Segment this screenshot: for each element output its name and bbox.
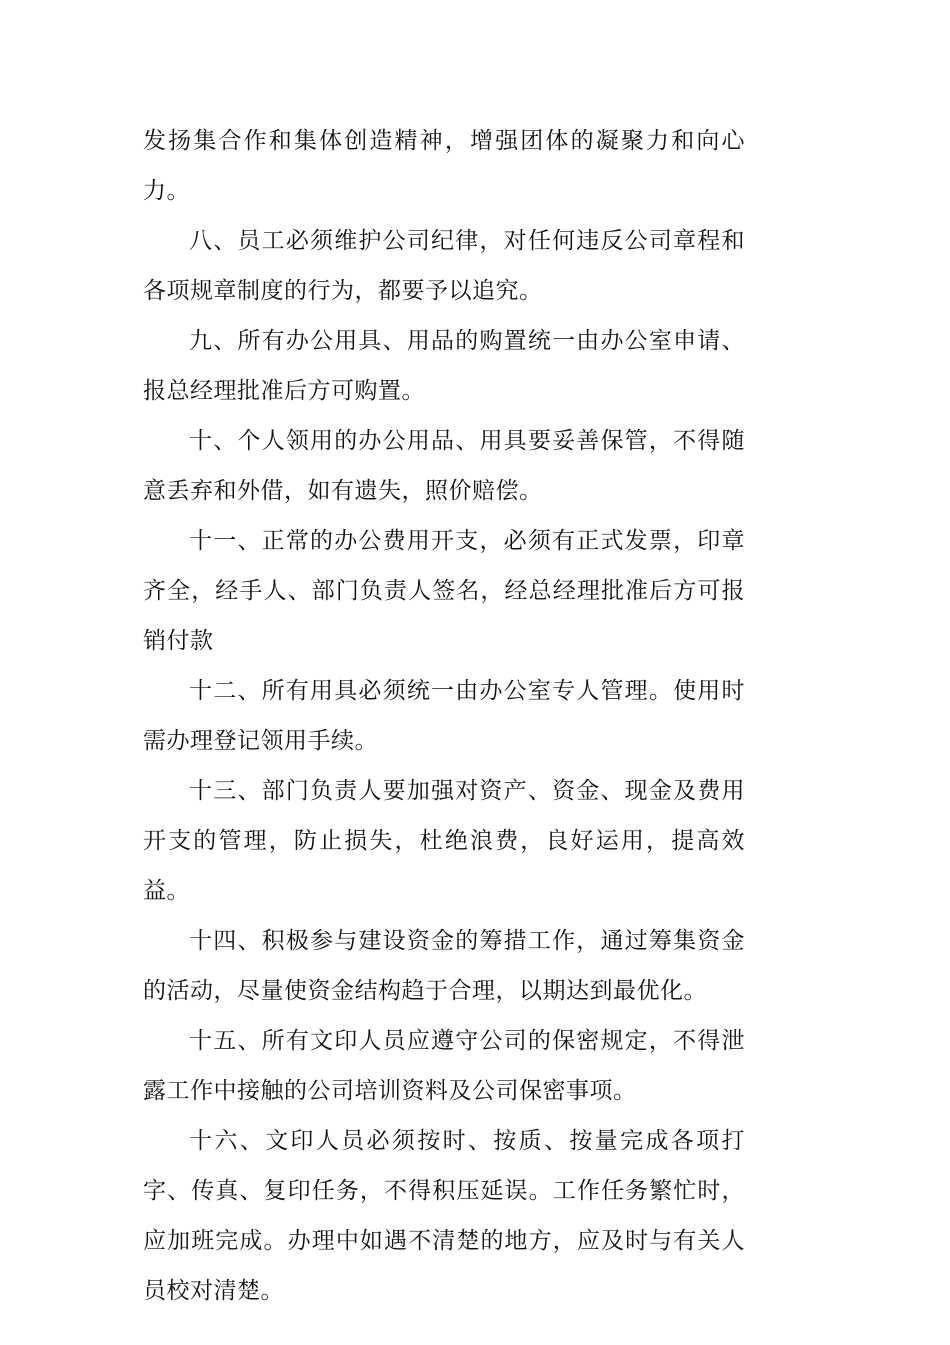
- paragraph-article-15: 十五、所有文印人员应遵守公司的保密规定，不得泄露工作中接触的公司培训资料及公司保密事项。: [143, 1028, 745, 1104]
- document-body: [143, 116, 745, 1316]
- paragraph-article-9: 九、所有办公用具、用品的购置统一由办公室申请、报总经理批准后方可购置。: [143, 328, 745, 404]
- paragraph-article-14: 十四、积极参与建设资金的筹措工作，通过筹集资金的活动，尽量使资金结构趋于合理，以期达到最优化。: [143, 928, 745, 1004]
- paragraph-continuation: 发扬集合作和集体创造精神，增强团体的凝聚力和向心力。: [143, 128, 745, 204]
- paragraph-article-8: 八、员工必须维护公司纪律，对任何违反公司章程和各项规章制度的行为，都要予以追究。: [143, 228, 745, 304]
- paragraph-article-12: 十二、所有用具必须统一由办公室专人管理。使用时需办理登记领用手续。: [143, 678, 745, 754]
- paragraph-article-16: 十六、文印人员必须按时、按质、按量完成各项打字、传真、复印任务，不得积压延误。工作任务繁忙时，应加班完成。办理中如遇不清楚的地方，应及时与有关人员校对清楚。: [143, 1128, 745, 1304]
- paragraph-article-10: 十、个人领用的办公用品、用具要妥善保管，不得随意丢弃和外借，如有遗失，照价赔偿。: [143, 428, 745, 504]
- paragraph-article-13: 十三、部门负责人要加强对资产、资金、现金及费用开支的管理，防止损失，杜绝浪费，良好运用，提高效益。: [143, 778, 745, 904]
- paragraph-article-11: 十一、正常的办公费用开支，必须有正式发票，印章齐全，经手人、部门负责人签名，经总经理批准后方可报销付款: [143, 528, 745, 654]
